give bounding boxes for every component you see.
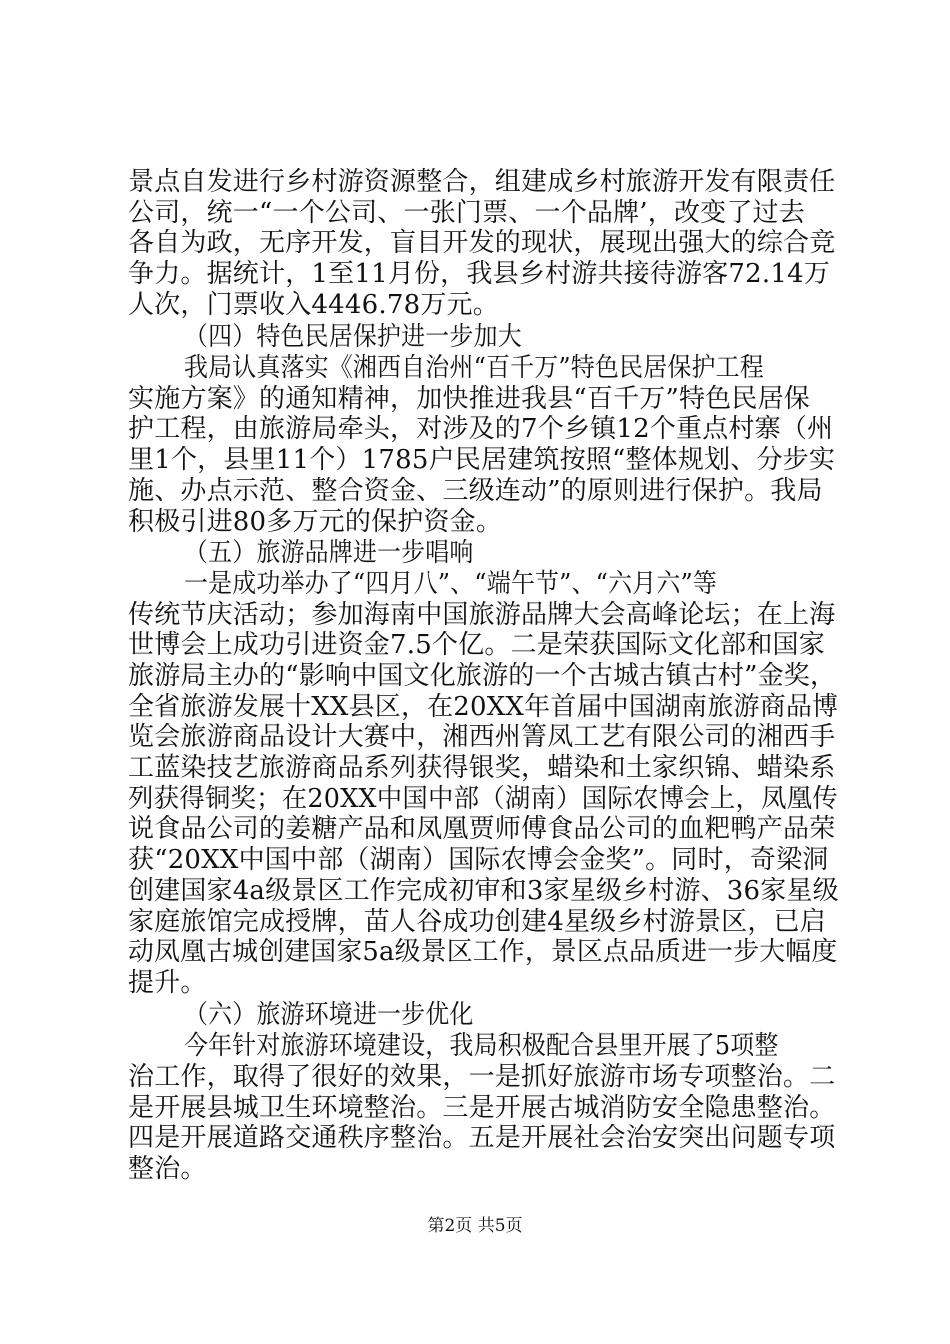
section-heading: （六）旅游环境进一步优化 <box>184 1000 474 1030</box>
paragraph-line: 提升。 <box>128 968 207 998</box>
paragraph-line: 动凤凰古城创建国家5a级景区工作，景区点品质进一步大幅度 <box>128 937 838 967</box>
paragraph-line: 工蓝染技艺旅游商品系列获得银奖，蜡染和土家织锦、蜡染系 <box>128 753 836 783</box>
paragraph-line: 积极引进80多万元的保护资金。 <box>128 507 503 537</box>
paragraph-line: 是开展县城卫生环境整治。三是开展古城消防安全隐患整治。 <box>128 1093 836 1123</box>
section-heading: （五）旅游品牌进一步唱响 <box>184 538 474 568</box>
paragraph-line: 家庭旅馆完成授牌，苗人谷成功创建4星级乡村游景区，已启 <box>128 907 826 937</box>
paragraph-line: 旅游局主办的“影响中国文化旅游的一个古城古镇古村”金奖， <box>128 661 837 691</box>
paragraph-line: 览会旅游商品设计大赛中，湘西州箐凤工艺有限公司的湘西手 <box>128 722 836 752</box>
paragraph-line: 一是成功举办了“四月八”、“端午节”、“六月六”等 <box>184 569 718 599</box>
paragraph-line: 施、办点示范、整合资金、三级连动”的原则进行保护。我局 <box>128 476 823 506</box>
page-footer: 第2页 共5页 <box>427 1216 523 1236</box>
paragraph-line: 世博会上成功引进资金7.5个亿。二是荣获国际文化部和国家 <box>128 630 825 660</box>
section-heading: （四）特色民居保护进一步加大 <box>184 322 522 352</box>
paragraph-line: 今年针对旅游环境建设，我局积极配合县里开展了5项整 <box>184 1031 779 1061</box>
paragraph-line: 创建国家4a级景区工作完成初审和3家星级乡村游、36家星级 <box>128 876 839 906</box>
paragraph-line: 说食品公司的姜糖产品和凤凰贾师傅食品公司的血粑鸭产品荣 <box>128 814 836 844</box>
paragraph-line: 实施方案》的通知精神，加快推进我县“百千万”特色民居保 <box>128 384 810 414</box>
paragraph-line: 治工作，取得了很好的效果，一是抓好旅游市场专项整治。二 <box>128 1062 836 1092</box>
paragraph-line: 护工程，由旅游局牵头，对涉及的7个乡镇12个重点村寨（州 <box>128 414 834 444</box>
paragraph-line: 全省旅游发展十XX县区，在20XX年首届中国湖南旅游商品博 <box>128 692 839 722</box>
paragraph-line: 争力。据统计，1至11月份，我县乡村游共接待游客72.14万 <box>128 259 831 289</box>
paragraph-line: 公司，统一“一个公司、一张门票、一个品牌’，改变了过去 <box>128 198 805 228</box>
paragraph-line: 里1个，县里11个）1785户民居建筑按照“整体规划、分步实 <box>128 445 836 475</box>
paragraph-line: 列获得铜奖；在20XX中国中部（湖南）国际农博会上，凤凰传 <box>128 784 838 814</box>
paragraph-line: 整治。 <box>128 1154 207 1184</box>
paragraph-line: 各自为政，无序开发，盲目开发的现状，展现出强大的综合竞 <box>128 228 836 258</box>
paragraph-line: 四是开展道路交通秩序整治。五是开展社会治安突出问题专项 <box>128 1123 836 1153</box>
paragraph-line: 人次，门票收入4446.78万元。 <box>128 290 499 320</box>
paragraph-line: 获“20XX中国中部（湖南）国际农博会金奖”。同时，奇梁洞 <box>128 845 829 875</box>
paragraph-line: 我局认真落实《湘西自治州“百千万”特色民居保护工程 <box>184 353 764 383</box>
paragraph-line: 景点自发进行乡村游资源整合，组建成乡村旅游开发有限责任 <box>128 167 836 197</box>
paragraph-line: 传统节庆活动；参加海南中国旅游品牌大会高峰论坛；在上海 <box>128 600 836 630</box>
